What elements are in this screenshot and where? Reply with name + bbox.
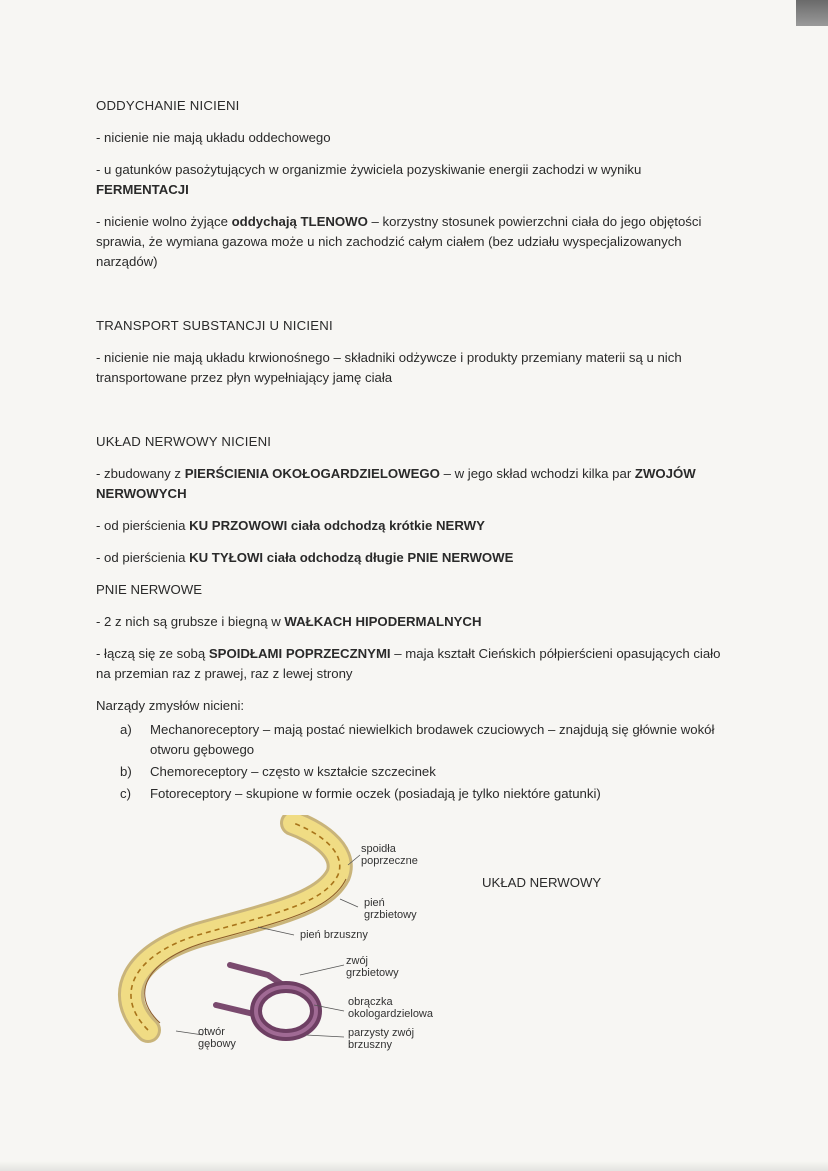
label-parzysty: parzysty zwój brzuszny [348,1027,415,1051]
list-item: a) Mechanoreceptory – mają postać niewielkich brodawek czuciowych – znajdują się głównie wokół otworu gębowego [120,722,715,757]
nematode-illustration [108,815,488,1065]
senses-title: Narządy zmysłów nicieni: [96,698,245,713]
paragraph: - od pierścienia KU TYŁOWI ciała odchodzą długie PNIE NERWOWE [96,550,514,565]
section-title-transport: TRANSPORT SUBSTANCJI U NICIENI [96,318,333,333]
paragraph: - 2 z nich są grubsze i biegną w WAŁKACH HIPODERMALNYCH [96,614,482,629]
diagram-title: UKŁAD NERWOWY [482,875,602,890]
list-item: b) Chemoreceptory – często w kształcie szczecinek [120,764,436,779]
paragraph: - łączą się ze sobą SPOIDŁAMI POPRZECZNYMI – maja kształt Cieńskich półpierścieni opasujących ciało na przemian raz z prawej, raz z lewej strony [96,646,721,681]
paragraph: - zbudowany z PIERŚCIENIA OKOŁOGARDZIELOWEGO – w jego skład wchodzi kilka par ZWOJÓW NERWOWYCH [96,466,696,501]
senses-list [120,720,736,804]
paragraph: - od pierścienia KU PRZOWOWI ciała odchodzą krótkie NERWY [96,518,485,533]
page-bottom-edge [0,1161,828,1171]
paragraph: - nicienie nie mają układu oddechowego [96,130,331,145]
paragraph: - nicienie wolno żyjące oddychają TLENOWO – korzystny stosunek powierzchni ciała do jego objętości sprawia, że wymiana gazowa może u nich zachodzić całym ciałem (bez udziału wyspecjalizowanych narządów) [96,214,702,269]
paragraph: - nicienie nie mają układu krwionośnego – składniki odżywcze i produkty przemiany materii są u nich transportowane przez płyn wypełniający jamę ciała [96,350,682,385]
section-title-nervous-system: UKŁAD NERWOWY NICIENI [96,434,272,449]
nervous-system-diagram [108,815,488,1065]
paragraph: - u gatunków pasożytujących w organizmie żywiciela pozyskiwanie energii zachodzi w wyniku FERMENTACJI [96,162,642,197]
section-title-breathing: ODDYCHANIE NICIENI [96,98,240,113]
label-spoidla: spoidła poprzeczne [361,843,418,867]
label-pien-brzuszny: pień brzuszny [300,929,368,941]
list-item: c) Fotoreceptory – skupione w formie oczek (posiadają je tylko niektóre gatunki) [120,786,601,801]
label-obraczka: obrączka okologardzielowa [348,996,433,1020]
document-page [96,96,736,806]
page-corner-fold [796,0,828,26]
label-otwor: otwór gębowy [198,1026,236,1050]
label-pien-grzbietowy: pień grzbietowy [364,897,417,921]
subheading: PNIE NERWOWE [96,582,202,597]
label-zwoj-grzbietowy: zwój grzbietowy [346,955,399,979]
